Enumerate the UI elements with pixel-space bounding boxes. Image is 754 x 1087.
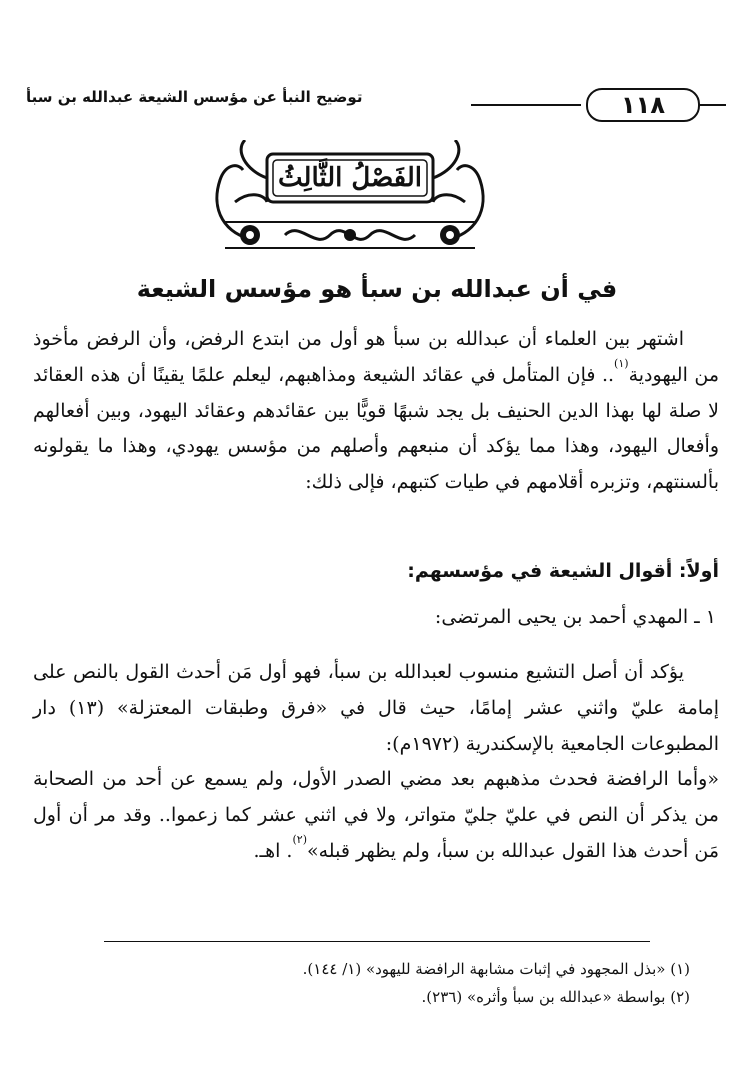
paragraph-text — [33, 322, 719, 501]
footnote-divider — [104, 941, 650, 942]
page-number: ١١٨ — [586, 88, 700, 122]
footnote-reference-2[interactable]: (٢) — [292, 832, 307, 846]
quotation-body: «وأما الرافضة فحدث مذهبهم بعد مضي الصدر الأول، ولم يسمع عن أحد من الصحابة من يذكر أن النص في عليّ جليّ متواتر، ولا في اثني عشر كما زعموا.. وقد مر أن أول مَن أحدث هذا القول عبدالله بن سبأ، ولم يظهر قبله» — [33, 768, 719, 862]
running-header-title: توضيح النبأ عن مؤسس الشيعة عبدالله بن سبأ — [26, 88, 363, 106]
quotation-text — [33, 762, 719, 869]
quotation-ending: . اهـ. — [253, 839, 293, 862]
footnote-reference-1[interactable]: (١) — [614, 356, 629, 370]
paragraph-text-part-1: اشتهر بين العلماء أن عبدالله بن سبأ هو أول من ابتدع الرفض، وأن الرفض مأخوذ من اليهودية — [33, 328, 719, 386]
chapter-ornament — [205, 140, 495, 258]
paragraph-quotation — [33, 655, 719, 870]
header-rule-right — [700, 104, 726, 106]
section-title: في أن عبدالله بن سبأ هو مؤسس الشيعة — [136, 275, 618, 303]
paragraph-introduction — [33, 322, 719, 501]
subheading-shia-statements: أولاً: أقوال الشيعة في مؤسسهم: — [407, 560, 719, 582]
footnote-1: (١) «بذل المجهود في إثبات مشابهة الرافضة لليهود» (١/ ١٤٤). — [302, 960, 690, 978]
item-heading-1: ١ ـ المهدي أحمد بن يحيى المرتضى: — [434, 606, 716, 628]
header-rule-middle — [471, 104, 581, 106]
footnotes — [50, 955, 690, 1011]
running-header — [26, 86, 726, 122]
paragraph-text-part-2: .. فإن المتأمل في عقائد الشيعة ومذاهبهم، ليعلم علمًا يقينًا أن هذه العقائد لا صلة لها بهذا الدين الحنيف بل يجد شبهًا قويًّا بين عقائدهم وعقائد اليهود، وبين أفعالهم وأفعال اليهود، وهذا مما يؤكد أن منبعهم وأصلهم من مؤسس يهودي، وهذا ما يقولونه بألسنتهم، وتزبره أقلامهم في طيات كتبهم، فإلى ذلك: — [33, 363, 719, 494]
quotation-intro: يؤكد أن أصل التشيع منسوب لعبدالله بن سبأ، فهو أول مَن أحدث القول بالنص على إمامة عليّ واثني عشر إمامًا، حيث قال في «فرق وطبقات المعتزلة» (١٣) دار المطبوعات الجامعية بالإسكندرية (١٩٧٢م): — [33, 661, 719, 755]
chapter-title: الفَصْلُ الثَّالِثُ — [278, 163, 422, 193]
footnote-2: (٢) بواسطة «عبدالله بن سبأ وأثره» (٢٣٦). — [421, 988, 690, 1006]
